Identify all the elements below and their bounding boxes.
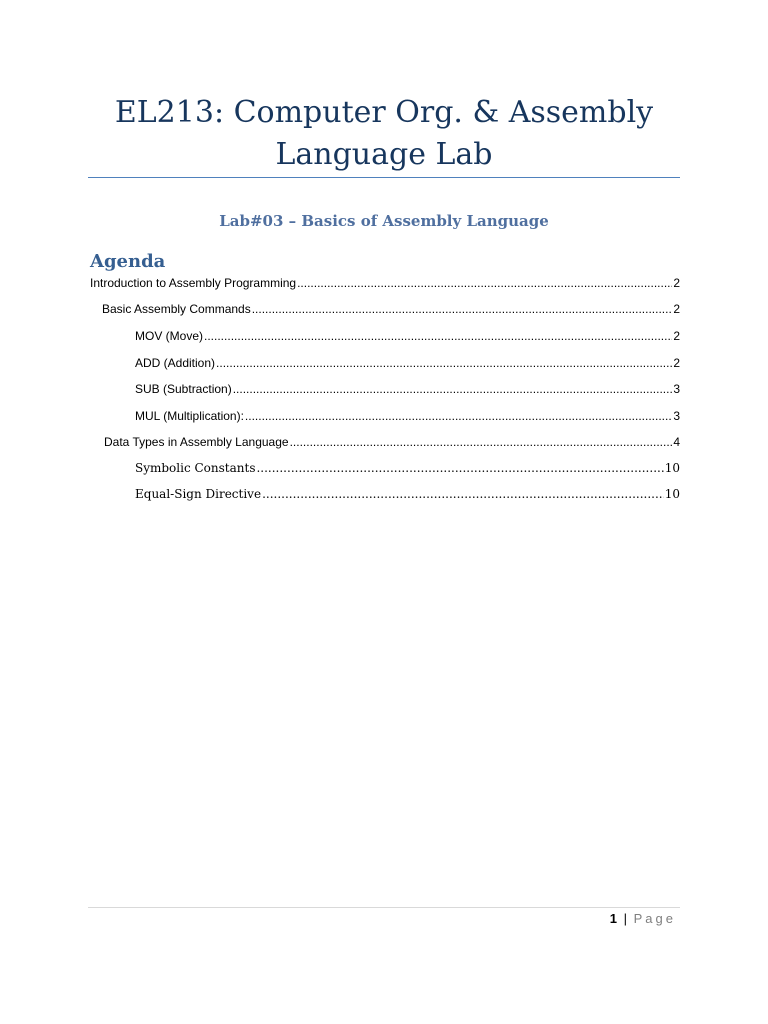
toc-entry-label: Data Types in Assembly Language bbox=[104, 435, 289, 449]
toc-entry-intro-assembly-programming[interactable] bbox=[90, 272, 680, 294]
toc-entry-label: Basic Assembly Commands bbox=[102, 302, 251, 316]
toc-entry-label: MUL (Multiplication): bbox=[135, 409, 244, 423]
toc-entry-mul[interactable] bbox=[135, 405, 680, 427]
toc-entry-page: 3 bbox=[673, 409, 680, 423]
toc-entry-page: 4 bbox=[673, 435, 680, 449]
toc-entry-page: 3 bbox=[673, 382, 680, 396]
toc-entry-sub[interactable] bbox=[135, 378, 680, 400]
toc-entry-mov[interactable] bbox=[135, 325, 680, 347]
toc-entry-label: MOV (Move) bbox=[135, 329, 204, 343]
toc-dot-leader bbox=[252, 298, 673, 320]
footer-page-number: 1 bbox=[609, 911, 617, 926]
toc-dot-leader bbox=[233, 378, 673, 400]
toc-entry-basic-assembly-commands[interactable] bbox=[102, 298, 680, 320]
toc-dot-leader bbox=[245, 405, 672, 427]
toc-dot-leader bbox=[204, 325, 672, 347]
toc-entry-page: 2 bbox=[673, 329, 680, 343]
toc-entry-label: SUB (Subtraction) bbox=[135, 382, 232, 396]
toc-dot-leader bbox=[297, 272, 672, 294]
toc-entry-page: 10 bbox=[664, 461, 680, 475]
toc-dot-leader bbox=[216, 352, 672, 374]
footer-separator: | bbox=[623, 911, 627, 926]
toc-entry-label: Equal-Sign Directive bbox=[135, 487, 262, 501]
toc-dot-leader bbox=[262, 483, 664, 505]
footer-divider bbox=[88, 907, 680, 908]
toc-entry-page: 2 bbox=[673, 302, 680, 316]
toc-entry-add[interactable] bbox=[135, 352, 680, 374]
toc-entry-equal-sign-directive[interactable] bbox=[135, 483, 680, 505]
document-title bbox=[88, 92, 680, 176]
toc-entry-symbolic-constants[interactable] bbox=[135, 457, 680, 479]
agenda-heading: Agenda bbox=[90, 251, 166, 272]
toc-dot-leader bbox=[290, 431, 673, 453]
toc-entry-page: 2 bbox=[673, 276, 680, 290]
document-title-line-1: EL213: Computer Org. & Assembly bbox=[114, 95, 654, 130]
document-title-line-2: Language Lab bbox=[275, 137, 493, 172]
toc-entry-data-types[interactable] bbox=[104, 431, 680, 453]
toc-dot-leader bbox=[256, 457, 663, 479]
title-divider bbox=[88, 177, 680, 178]
toc-entry-page: 2 bbox=[673, 356, 680, 370]
toc-entry-label: Symbolic Constants bbox=[135, 461, 256, 475]
toc-entry-label: ADD (Addition) bbox=[135, 356, 216, 370]
page-footer bbox=[610, 910, 676, 928]
toc-entry-label: Introduction to Assembly Programming bbox=[90, 276, 297, 290]
toc-entry-page: 10 bbox=[664, 487, 680, 501]
lab-subtitle: Lab#03 – Basics of Assembly Language bbox=[219, 212, 549, 230]
footer-page-word: Page bbox=[633, 911, 676, 926]
